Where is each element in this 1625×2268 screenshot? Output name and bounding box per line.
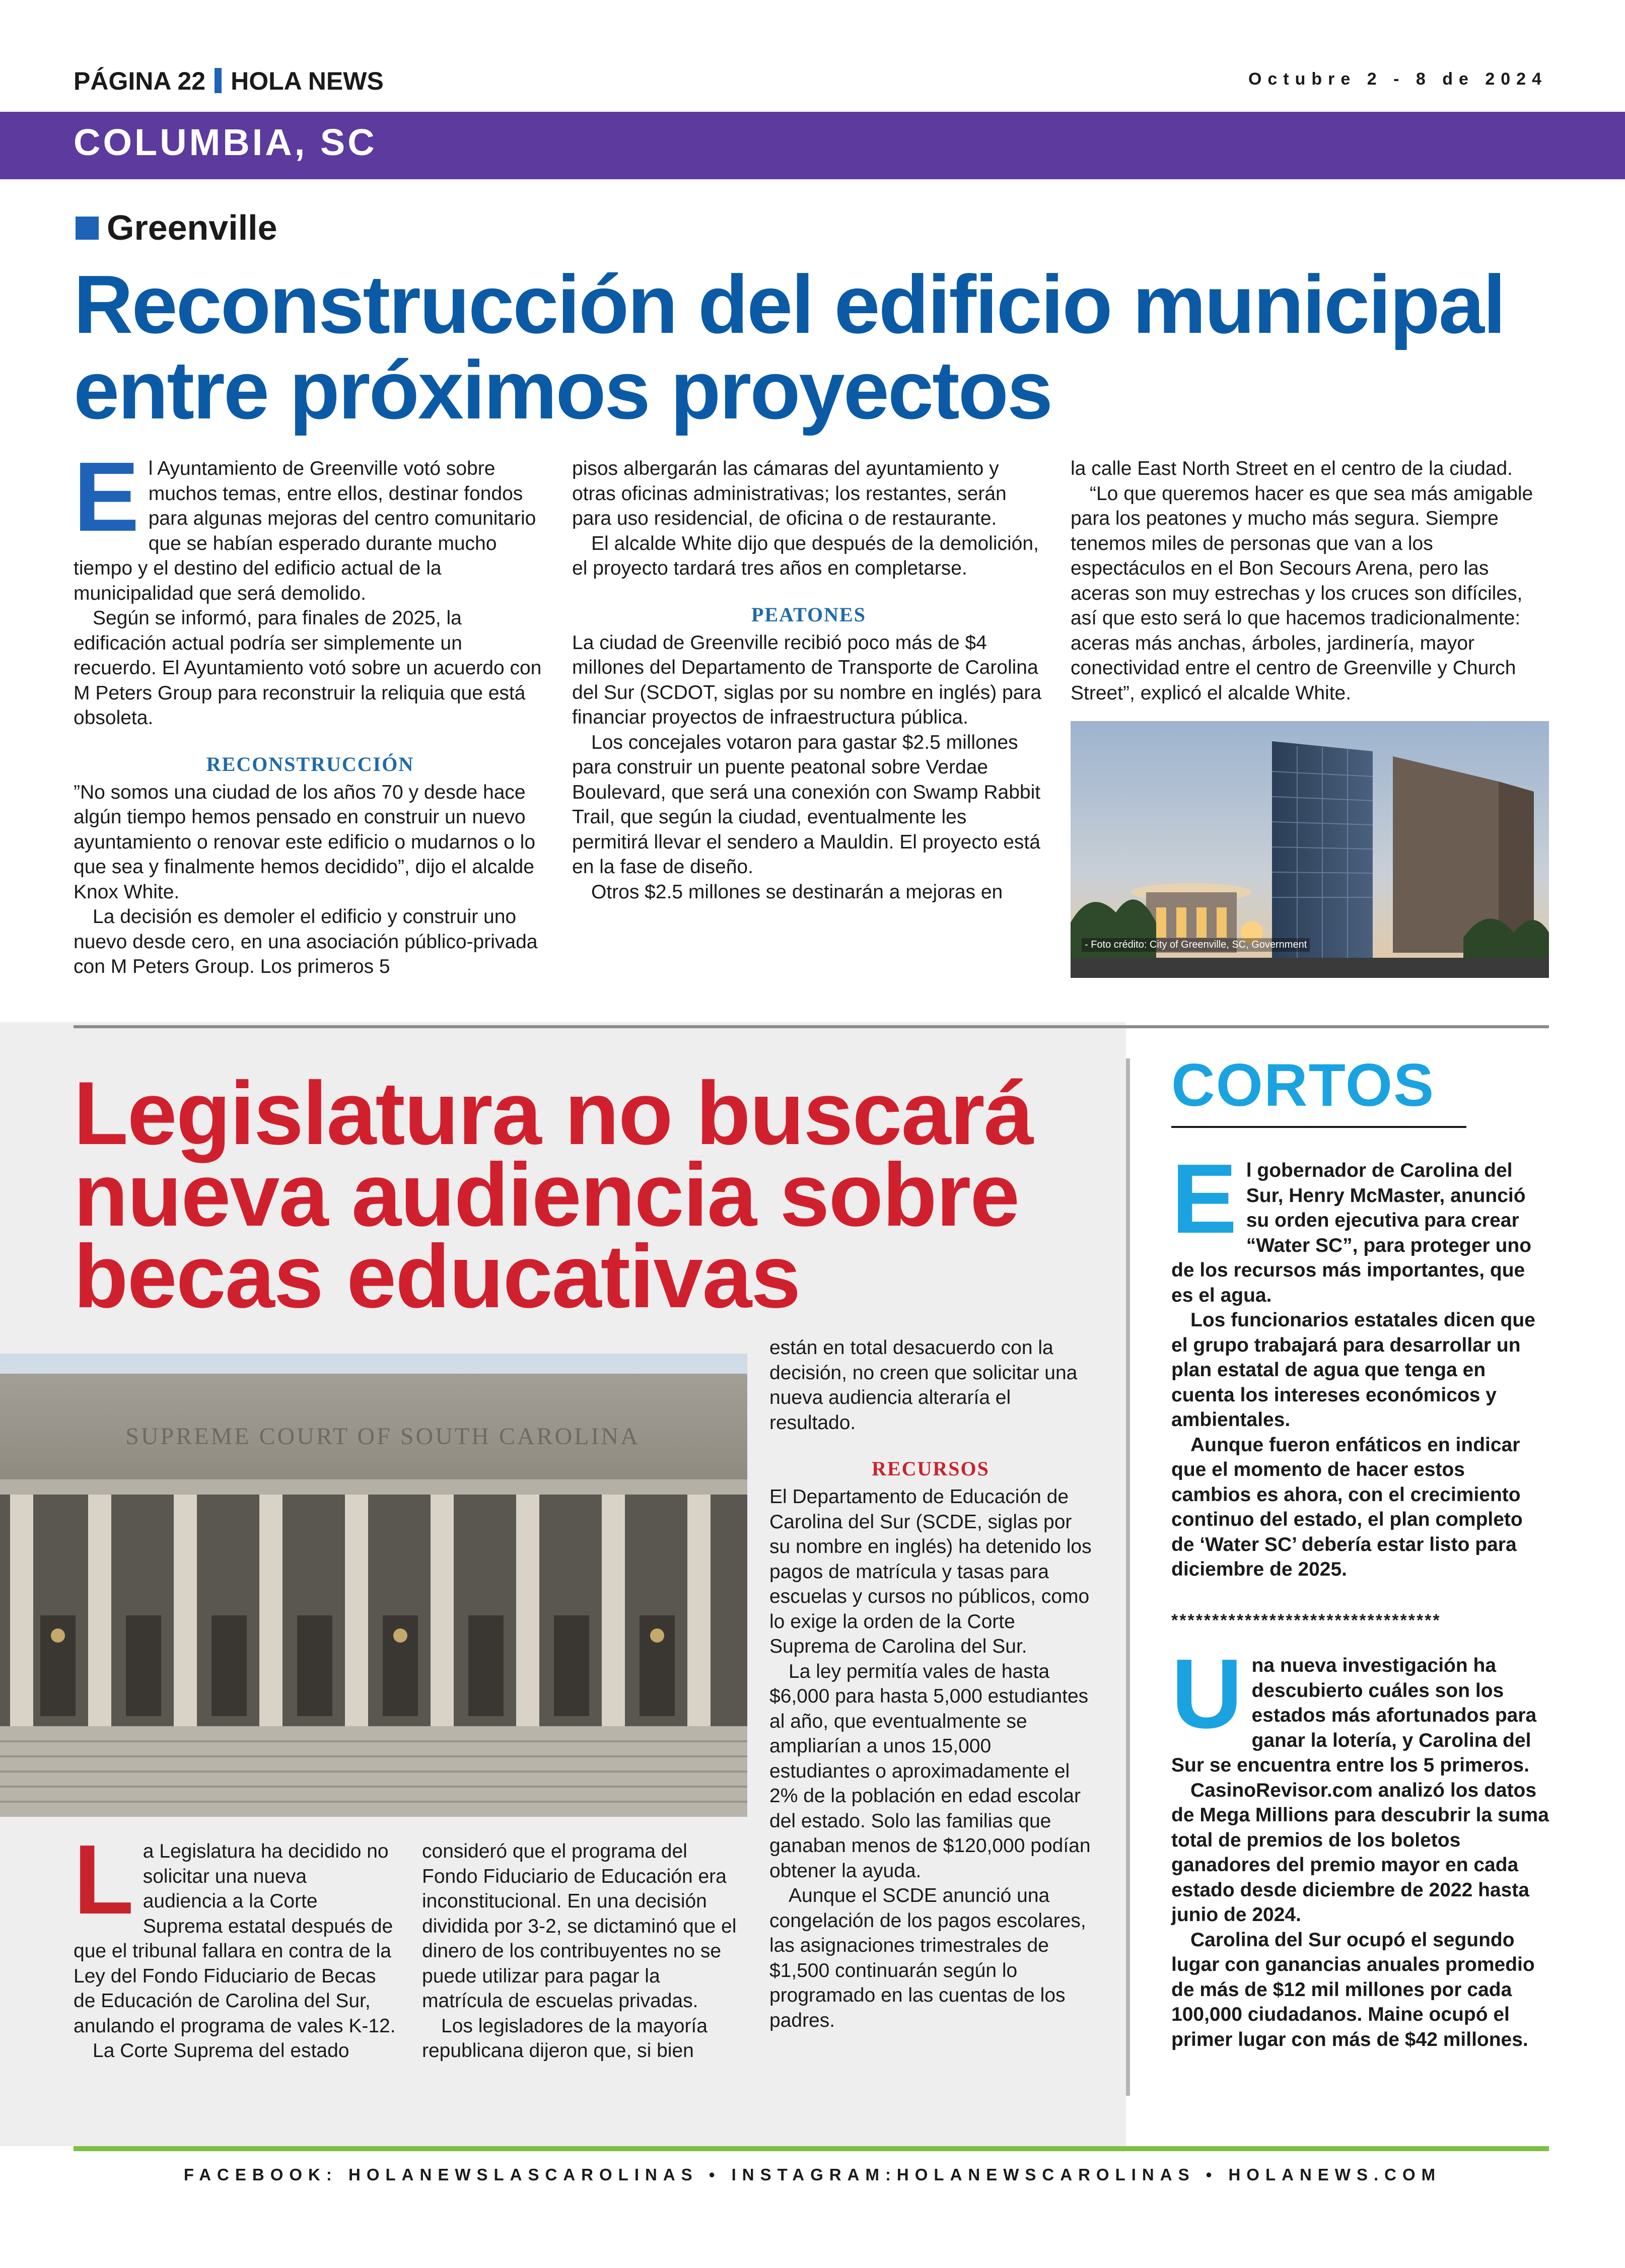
- article-paragraph: Los concejales votaron para gastar $2.5 millones para construir un puente peatonal sobre Verdae Boulevard, que será una conexión con Swamp Rabbit Trail, que según la ciudad, eventualmente les permitirá llevar el sendero a Mauldin. El proyecto está en la fase de diseño.: [572, 731, 1041, 878]
- cortos-title: CORTOS: [1171, 1051, 1435, 1119]
- section-subhead: RECONSTRUCCIÓN: [206, 752, 414, 775]
- article-paragraph: El alcalde White dijo que después de la demolición, el proyecto tardará tres años en completarse.: [572, 532, 1039, 579]
- court-inscription: SUPREME COURT OF SOUTH CAROLINA: [125, 1423, 640, 1450]
- brief-paragraph: Aunque fueron enfáticos en indicar que el momento de hacer estos cambios es ahora, con el crecimiento continuo del estado, el plan completo de ‘Water SC’ debería estar listo para diciembre de 2025.: [1171, 1434, 1523, 1580]
- drop-cap: L: [74, 1824, 134, 1935]
- article-paragraph: [74, 1824, 396, 2038]
- drop-cap: E: [74, 442, 139, 552]
- kicker-square-icon: [76, 217, 99, 240]
- paragraph-text: na nueva investigación ha descubierto cuáles son los estados más afortunados para ganar la lotería, y Carolina del Sur se encuentra entre los 5 primeros.: [1171, 1655, 1537, 1776]
- article-paragraph: La ciudad de Greenville recibió poco más de $4 millones del Departamento de Transporte de Carolina del Sur (SCDOT, siglas por su nombre en inglés) para financiar proyectos de infraestructura pública.: [572, 631, 1042, 728]
- article-paragraph: “Lo que queremos hacer es que sea más amigable para los peatones y mucho más segura. Siempre tenemos miles de personas que van a los espectáculos en el Bon Secours Arena, pero las aceras son muy estrechas y los cruces son difíciles, así que esto será lo que hacemos tradicionalmente: aceras más anchas, árboles, jardinería, mayor conectividad entre el centro de Greenville y Church Street”, explicó el alcalde White.: [1071, 482, 1533, 704]
- cortos-column: [1171, 1144, 1549, 2052]
- brief-separator: *********************************: [1171, 1610, 1441, 1630]
- drop-cap: U: [1171, 1639, 1243, 1749]
- photo-credit: - Foto crédito: City of Greenville, SC, Government: [1082, 938, 1310, 952]
- brief-paragraph: Carolina del Sur ocupó el segundo lugar con ganancias anuales promedio de más de $12 mil millones por cada 100,000 ciudadanos. Maine ocupó el primer lugar con más de $42 millones.: [1171, 1929, 1535, 2050]
- article-column-3: [1071, 456, 1549, 705]
- article-paragraph: La decisión es demoler el edificio y construir uno nuevo desde cero, en una asociación público-privada con M Peters Group. Los primeros 5: [74, 906, 538, 977]
- feature-column-1: [74, 1824, 396, 2064]
- city-hall-photo: [1071, 721, 1549, 978]
- article-paragraph: [74, 442, 547, 606]
- article-paragraph: Los legisladores de la mayoría republicana dijeron que, si bien: [422, 2015, 708, 2062]
- article-paragraph: consideró que el programa del Fondo Fiduciario de Educación era inconstitucional. En una decisión dividida por 3-2, se dictaminó que el dinero de los contribuyentes no se puede utilizar para pagar la matrícula de escuelas privadas.: [422, 1840, 737, 2012]
- feature-column-3: [769, 1335, 1092, 2033]
- paragraph-text: l Ayuntamiento de Greenville votó sobre muchos temas, entre ellos, destinar fondos para algunas mejoras del centro comunitario que se habían esperado durante mucho tiempo y el destino del edificio actual de la municipalidad que será demolido.: [74, 458, 536, 604]
- brief-paragraph: CasinoRevisor.com analizó los datos de Mega Millions para descubrir la suma total de premios de los boletos ganadores del premio mayor en cada estado desde diciembre de 2022 hasta junio de 2024.: [1171, 1779, 1549, 1926]
- article-paragraph: la calle East North Street en el centro de la ciudad.: [1071, 458, 1513, 479]
- publication-name: HOLA NEWS: [231, 67, 384, 95]
- section-subhead: RECURSOS: [872, 1457, 990, 1480]
- paragraph-text: l gobernador de Carolina del Sur, Henry McMaster, anunció su orden ejecutiva para crear “Water SC”, para proteger uno de los recursos más importantes, que es el agua.: [1171, 1160, 1532, 1306]
- article-column-2: [572, 456, 1045, 904]
- article-paragraph: ”No somos una ciudad de los años 70 y desde hace algún tiempo hemos pensado en construir un nuevo ayuntamiento o renovar este edificio o mudarnos o lo que sea y finalmente hemos decidido”, dijo el alcalde Knox White.: [74, 781, 536, 903]
- article-column-1: [74, 442, 547, 979]
- article-paragraph: Según se informó, para finales de 2025, la edificación actual podría ser simplemente un recuerdo. El Ayuntamiento votó sobre un acuerdo con M Peters Group para reconstruir la reliquia que está obsoleta.: [74, 607, 542, 729]
- article-paragraph: La ley permitía vales de hasta $6,000 para hasta 5,000 estudiantes al año, que eventualmente se ampliarían a unos 15,000 estudiantes o aproximadamente el 2% de la población en edad escolar del estado. Solo las familias que ganaban menos de $120,000 podían obtener la ayuda.: [769, 1660, 1091, 1882]
- issue-date: Octubre 2 - 8 de 2024: [1248, 69, 1547, 89]
- paragraph-text: a Legislatura ha decidido no solicitar una nueva audiencia a la Corte Suprema estatal después de que el tribunal fallara en contra de la Ley del Fondo Fiduciario de Becas de Educación de Carolina del Sur, anulando el programa de vales K-12.: [74, 1840, 396, 2037]
- cortos-rule: [1171, 1126, 1466, 1128]
- article-paragraph: Aunque el SCDE anunció una congelación de los pagos escolares, las asignaciones trimestrales de $1,500 continuarán según lo programado en las cuentas de los padres.: [769, 1885, 1086, 2031]
- article-paragraph: Otros $2.5 millones se destinarán a mejoras en: [591, 881, 1003, 903]
- section-divider-rule: [74, 1025, 1549, 1028]
- supreme-court-photo: [0, 1354, 747, 1817]
- drop-cap: E: [1171, 1144, 1237, 1254]
- article-kicker: [76, 207, 277, 248]
- footer-social-links: FACEBOOK: HOLANEWSLASCAROLINAS • INSTAGRAM:HOLANEWSCAROLINAS • HOLANEWS.COM: [183, 2165, 1442, 2184]
- article-paragraph: La Corte Suprema del estado: [93, 2040, 349, 2062]
- brief-paragraph: [1171, 1639, 1549, 1778]
- brief-paragraph: [1171, 1144, 1549, 1308]
- article-paragraph: están en total desacuerdo con la decisión, no creen que solicitar una nueva audiencia alteraría el resultado.: [769, 1337, 1078, 1434]
- column-divider: [1126, 1058, 1130, 2096]
- header-divider: [215, 68, 222, 93]
- section-title: COLUMBIA, SC: [74, 121, 377, 163]
- article-headline: Reconstrucción del edificio municipal entre próximos proyectos: [74, 258, 1505, 436]
- kicker-label: Greenville: [107, 208, 277, 247]
- section-subhead: PEATONES: [751, 603, 866, 626]
- page-header-label: [74, 66, 384, 96]
- footer-rule: [74, 2146, 1549, 2151]
- courthouse-illustration: [0, 1354, 747, 1817]
- brief-paragraph: Los funcionarios estatales dicen que el grupo trabajará para desarrollar un plan estatal de agua que tenga en cuenta los intereses económicos y ambientales.: [1171, 1309, 1535, 1431]
- article-paragraph: El Departamento de Educación de Carolina del Sur (SCDE, siglas por su nombre en inglés) ha detenido los pagos de matrícula y tasas para escuelas y cursos no públicos, como lo exige la orden de la Corte Suprema de Carolina del Sur.: [769, 1486, 1092, 1657]
- article-paragraph: pisos albergarán las cámaras del ayuntamiento y otras oficinas administrativas; los restantes, serán para uso residencial, de oficina o de restaurante.: [572, 458, 1007, 529]
- page-number: PÁGINA 22: [74, 67, 206, 95]
- feature-column-2: [422, 1839, 744, 2064]
- feature-headline: Legislatura no buscará nueva audiencia sobre becas educativas: [74, 1063, 1033, 1326]
